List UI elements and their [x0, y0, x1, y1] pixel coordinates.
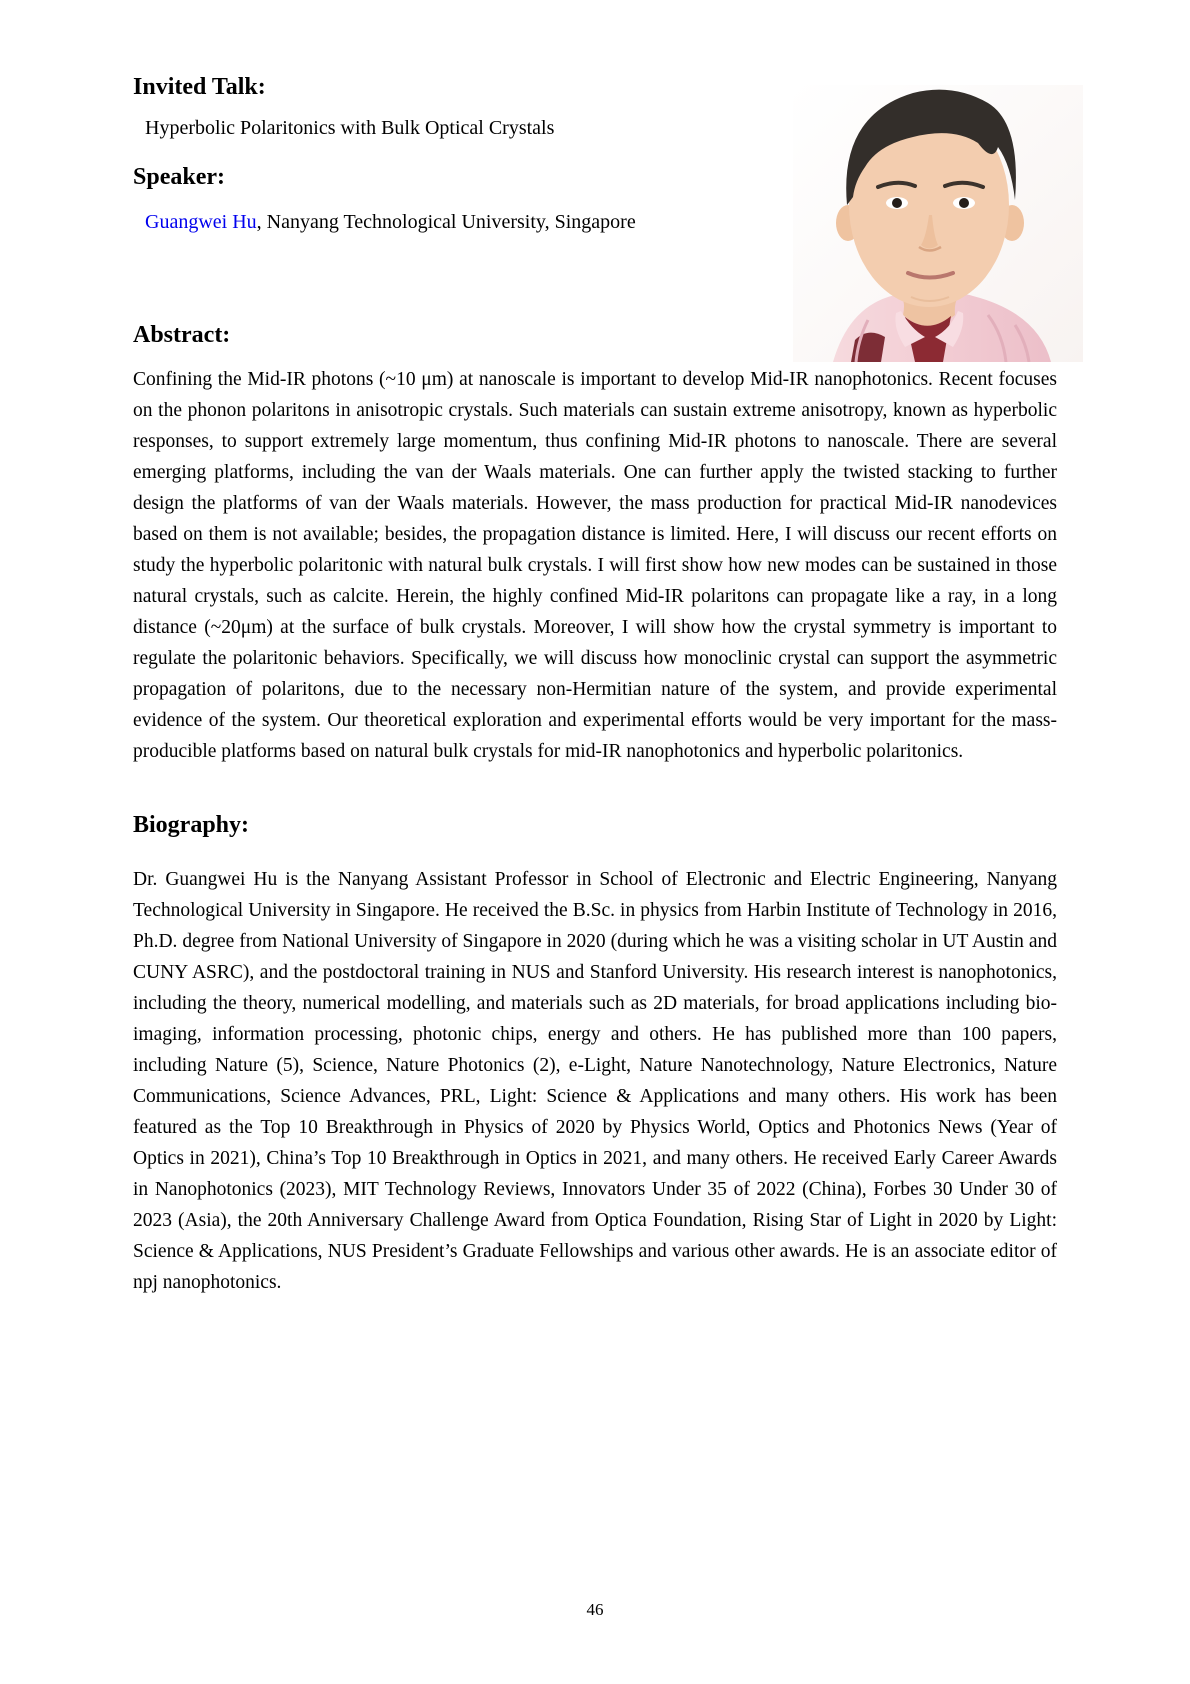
speaker-affiliation: , Nanyang Technological University, Singapore [256, 211, 636, 233]
speaker-photo [793, 85, 1083, 362]
abstract-heading: Abstract: [133, 322, 231, 348]
talk-title: Hyperbolic Polaritonics with Bulk Optical Crystals [145, 117, 555, 139]
page-number: 46 [586, 1600, 604, 1619]
speaker-name-link[interactable]: Guangwei Hu [145, 211, 257, 233]
biography-paragraph: Dr. Guangwei Hu is the Nanyang Assistant Professor in School of Electronic and Electric Engineering, Nanyang Technological University in Singapore. He received the B.Sc. in physics from Harbin Institute of Technology in 2016, Ph.D. degree from National University of Singapore in 2020 (during which he was a visiting scholar in UT Austin and CUNY ASRC), and the postdoctoral training in NUS and Stanford University. His research interest is nanophotonics, including the theory, numerical modelling, and materials such as 2D materials, for broad applications including bio-imaging, information processing, photonic chips, energy and others. He has published more than 100 papers, including Nature (5), Science, Nature Photonics (2), e-Light, Nature Nanotechnology, Nature Electronics, Nature Communications, Science Advances, PRL, Light: Science & Applications and many others. His work has been featured as the Top 10 Breakthrough in Physics of 2020 by Physics World, Optics and Photonics News (Year of Optics in 2021), China’s Top 10 Breakthrough in Optics in 2021, and many others. He received Early Career Awards in Nanophotonics (2023), MIT Technology Reviews, Innovators Under 35 of 2022 (China), Forbes 30 Under 30 of 2023 (Asia), the 20th Anniversary Challenge Award from Optica Foundation, Rising Star of Light in 2020 by Light: Science & Applications, NUS President’s Graduate Fellowships and various other awards. He is an associate editor of npj nanophotonics. [133, 869, 1057, 1293]
speaker-line [145, 211, 636, 234]
speaker-portrait-illustration [793, 85, 1083, 362]
abstract-paragraph: Confining the Mid-IR photons (~10 μm) at nanoscale is important to develop Mid-IR nanophotonics. Recent focuses on the phonon polaritons in anisotropic crystals. Such materials can sustain extreme anisotropy, known as hyperbolic responses, to support extremely large momentum, thus confining Mid-IR photons to nanoscale. There are several emerging platforms, including the van der Waals materials. One can further apply the twisted stacking to further design the platforms of van der Waals materials. However, the mass production for practical Mid-IR nanodevices based on them is not available; besides, the propagation distance is limited. Here, I will discuss our recent efforts on study the hyperbolic polaritonic with natural bulk crystals. I will first show how new modes can be sustained in those natural crystals, such as calcite. Herein, the highly confined Mid-IR polaritons can propagate like a ray, in a long distance (~20μm) at the surface of bulk crystals. Moreover, I will show how the crystal symmetry is important to regulate the polaritonic behaviors. Specifically, we will discuss how monoclinic crystal can support the asymmetric propagation of polaritons, due to the necessary non-Hermitian nature of the system, and provide experimental evidence of the system. Our theoretical exploration and experimental efforts would be very important for the mass-producible platforms based on natural bulk crystals for mid-IR nanophotonics and hyperbolic polaritonics. [133, 369, 1057, 762]
biography-heading: Biography: [133, 812, 250, 838]
invited-talk-heading: Invited Talk: [133, 74, 266, 100]
speaker-heading: Speaker: [133, 164, 225, 190]
